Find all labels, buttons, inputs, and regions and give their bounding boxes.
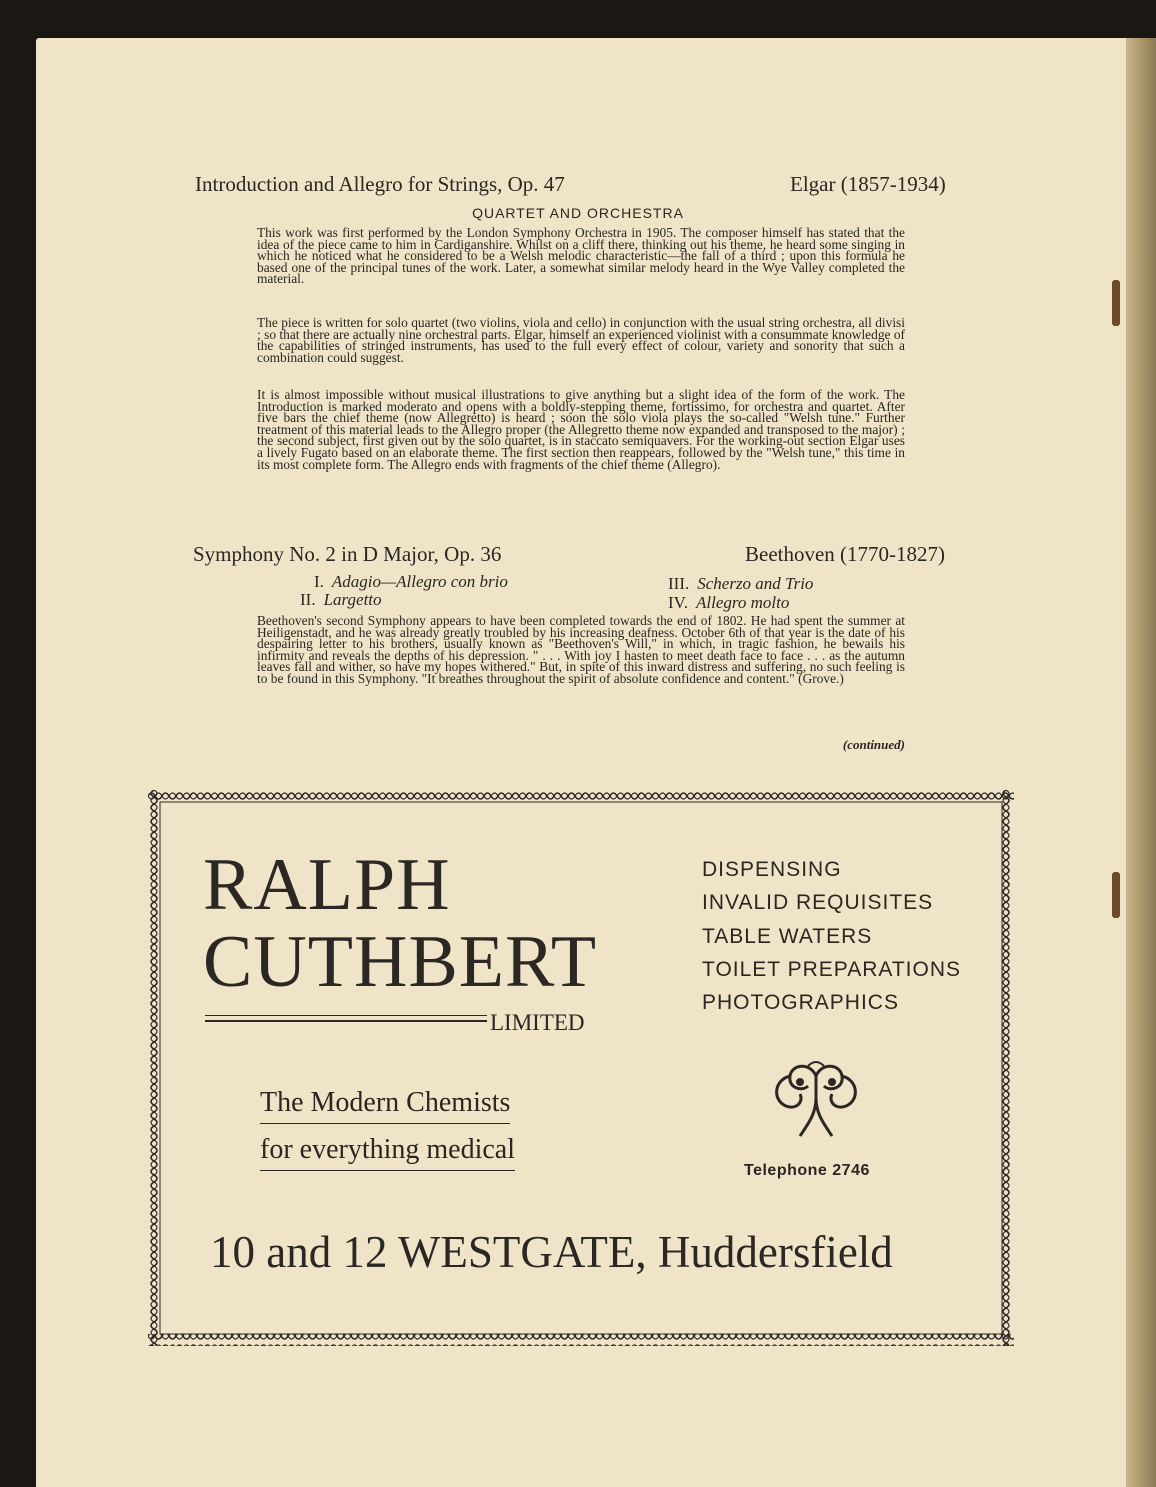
- staple-top: [1112, 280, 1120, 326]
- piece1-paragraph-3: It is almost impossible without musical illustrations to give anything but a slight idea of the form of the work. The Introduction is marked moderato and opens with a boldly-stepping theme, fortissimo, for orchestra and quartet. After five bars the chief theme (now Allegretto) is heard ; soon the solo viola plays the so-called "Welsh tune." Further treatment of this material leads to the Allegro proper (the Allegretto theme now expanded and transposed to the major) ; the second subject, first given out by the solo quartet, is in staccato semiquavers. For the working-out section Elgar uses a lively Fugato based on an elaborate theme. The first section then reappears, followed by the "Welsh tune," this time in its most complete form. The Allegro ends with fragments of the chief theme (Allegro).: [257, 387, 905, 472]
- brand-name-line1: RALPH: [203, 844, 451, 926]
- movement-4: IV. Allegro molto: [668, 593, 790, 612]
- piece1-title: Introduction and Allegro for Strings, Op. 47: [195, 172, 565, 196]
- service-3: TABLE WATERS: [702, 925, 873, 948]
- piece1-paragraph-1: This work was first performed by the London Symphony Orchestra in 1905. The composer himself has stated that the idea of the piece came to him in Cardiganshire. Whilst on a cliff there, thinking out his theme, he heard some singing in which he noticed what he considered to be a Welsh melodic characteristic—the fall of a third ; upon this formula he based one of the principal tunes of the work. Later, a somewhat similar melody heard in the Wye Valley completed the material.: [257, 225, 905, 287]
- movement-2: II. Largetto: [300, 590, 382, 609]
- limited-rule-2: [205, 1021, 487, 1022]
- piece1-paragraph-2: The piece is written for solo quartet (two violins, viola and cello) in conjunction with the usual string orchestra, all divisi ; so that there are actually nine orchestral parts. Elgar, himself an experienced violinist with a consummate knowledge of the capabilities of stringed instruments, has used to the full every effect of colour, variety and sonority that such a combination could suggest.: [257, 315, 905, 365]
- piece1-subtitle: QUARTET AND ORCHESTRA: [472, 205, 684, 221]
- movement-3: III. Scherzo and Trio: [668, 574, 814, 593]
- brand-name-line2: CUTHBERT: [203, 921, 598, 1003]
- staple-bottom: [1112, 872, 1120, 918]
- service-1: DISPENSING: [702, 858, 842, 881]
- service-2: INVALID REQUISITES: [702, 891, 934, 914]
- brand-limited: LIMITED: [490, 1010, 585, 1035]
- movement-1: I. Adagio—Allegro con brio: [314, 572, 508, 591]
- piece1-composer: Elgar (1857-1934): [790, 172, 946, 196]
- tagline-2: for everything medical: [260, 1134, 515, 1171]
- tagline-1: The Modern Chemists: [260, 1087, 510, 1124]
- ornament-emblem-icon: [770, 1058, 862, 1142]
- piece2-title: Symphony No. 2 in D Major, Op. 36: [193, 542, 502, 566]
- service-5: PHOTOGRAPHICS: [702, 991, 899, 1014]
- address: 10 and 12 WESTGATE, Huddersfield: [210, 1227, 893, 1277]
- continued-note: (continued): [842, 737, 905, 752]
- page-edge: [1126, 38, 1156, 1487]
- piece2-composer: Beethoven (1770-1827): [745, 542, 946, 566]
- telephone: Telephone 2746: [744, 1162, 870, 1179]
- service-4: TOILET PREPARATIONS: [702, 958, 962, 981]
- piece2-paragraph: Beethoven's second Symphony appears to have been completed towards the end of 1802. He had spent the summer at Heiligenstadt, and he was already greatly troubled by his increasing deafness. October 6th of that year is the date of his despairing letter to his brothers, usually known as "Beethoven's Will," in which, in tragic fashion, he bewails his infirmity and reveals the depths of his depression. " . . . With joy I hasten to meet death face to face . . . as the autumn leaves fall and wither, so have my hopes withered." But, in spite of this inward distress and suffering, no such feeling is to be found in this Symphony. "It breathes throughout the spirit of absolute confidence and content." (Grove.): [257, 613, 905, 686]
